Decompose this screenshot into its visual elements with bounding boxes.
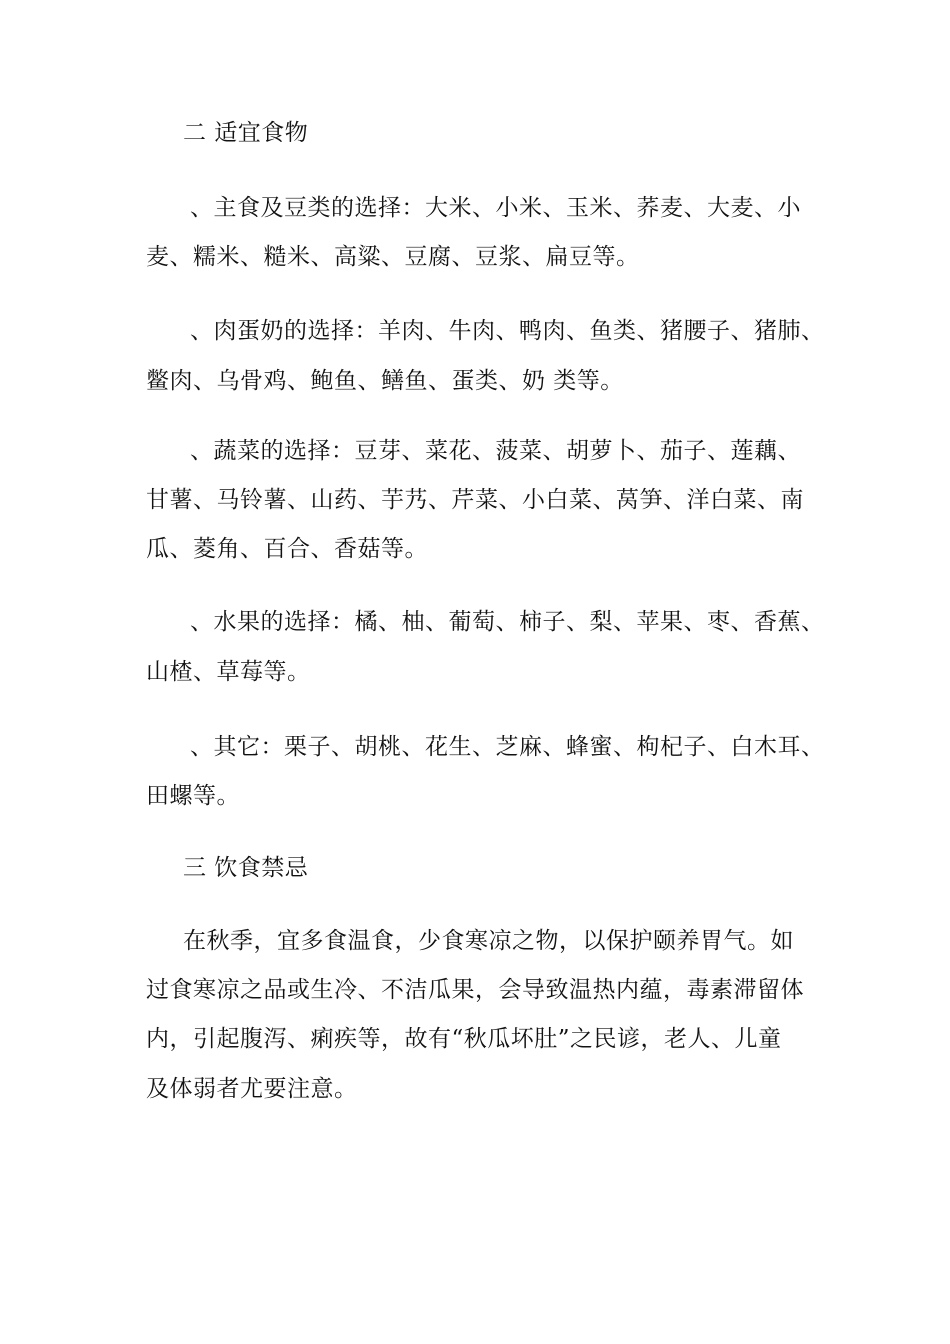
taboos-paragraph-line-4: 及体弱者尤要注意。 <box>146 1076 358 1102</box>
vegetables-line-2: 甘薯、马铃薯、山药、芋艿、芹菜、小白菜、莴笋、洋白菜、南 <box>146 487 804 513</box>
staple-foods-line-1: 、主食及豆类的选择：大米、小米、玉米、荞麦、大麦、小 <box>190 195 801 221</box>
staple-foods-line-2: 麦、糯米、糙米、高粱、豆腐、豆浆、扁豆等。 <box>146 244 640 270</box>
taboos-paragraph-line-2: 过食寒凉之品或生冷、不洁瓜果，会导致温热内蕴，毒素滞留体 <box>146 977 804 1003</box>
section-heading-dietary-taboos: 三 饮食禁忌 <box>183 855 309 881</box>
vegetables-line-1: 、蔬菜的选择：豆芽、菜花、菠菜、胡萝卜、茄子、莲藕、 <box>190 438 801 464</box>
fruits-line-2: 山楂、草莓等。 <box>146 659 311 685</box>
taboos-paragraph-line-3: 内，引起腹泻、痢疾等，故有“秋瓜坏肚”之民谚，老人、儿童 <box>146 1026 782 1052</box>
fruits-line-1: 、水果的选择：橘、柚、葡萄、柿子、梨、苹果、枣、香蕉、 <box>190 609 825 635</box>
others-line-2: 田螺等。 <box>146 783 240 809</box>
vegetables-line-3: 瓜、菱角、百合、香菇等。 <box>146 536 428 562</box>
taboos-paragraph-line-1: 在秋季，宜多食温食，少食寒凉之物，以保护颐养胃气。如 <box>183 928 794 954</box>
meat-eggs-dairy-line-2: 鳖肉、乌骨鸡、鲍鱼、鳝鱼、蛋类、奶 类等。 <box>146 368 624 394</box>
section-heading-suitable-foods: 二 适宜食物 <box>183 120 309 146</box>
others-line-1: 、其它：栗子、胡桃、花生、芝麻、蜂蜜、枸杞子、白木耳、 <box>190 734 825 760</box>
meat-eggs-dairy-line-1: 、肉蛋奶的选择：羊肉、牛肉、鸭肉、鱼类、猪腰子、猪肺、 <box>190 318 825 344</box>
